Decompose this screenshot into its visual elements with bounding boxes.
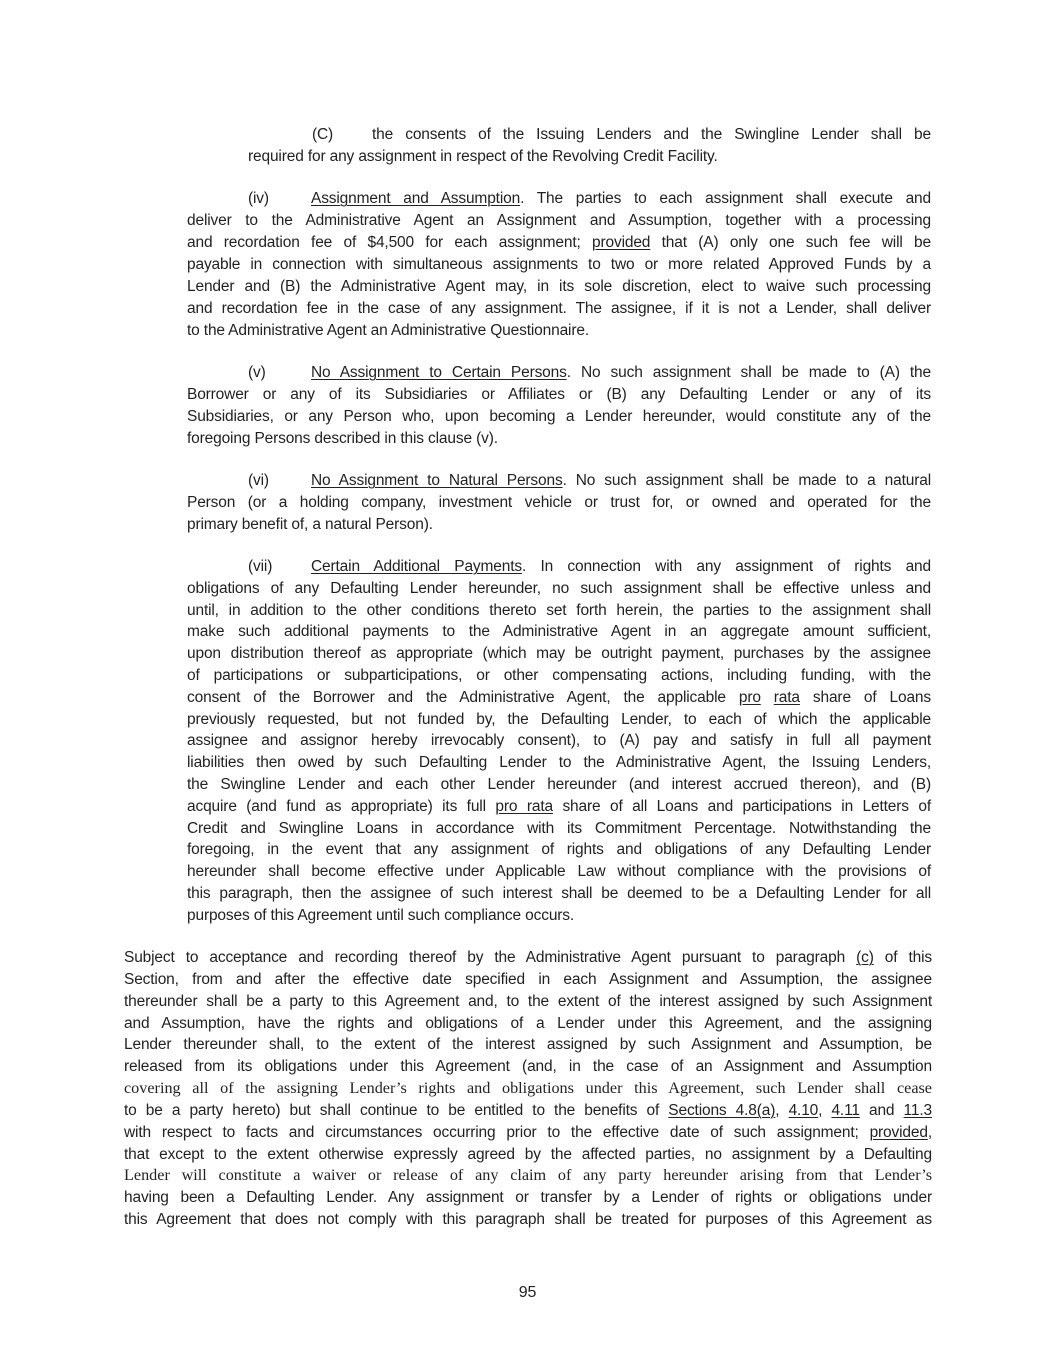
text-line — [187, 470, 931, 492]
text-run: payable in connection with simultaneous assignments to two or more related Approved Funds by a — [187, 256, 931, 273]
clause-label: (vii) — [248, 558, 273, 575]
text-run: and Assumption, have the rights and obligations of a Lender under this Agreement, and the assigning — [124, 1014, 932, 1032]
text-run: to be a party hereto) but shall continue to be entitled to the benefits of — [124, 1101, 669, 1119]
text-line — [187, 428, 931, 450]
clause-vii-paragraph — [187, 556, 931, 927]
underlined-term: 4.10 — [788, 1101, 819, 1119]
underlined-term: pro rata — [495, 797, 553, 815]
text-line — [187, 621, 931, 643]
text-run: share of Loans — [799, 688, 931, 706]
text-line — [124, 1187, 932, 1209]
text-line — [187, 818, 931, 840]
text-run: acquire (and fund as appropriate) its full — [187, 797, 496, 815]
text-line — [187, 643, 931, 665]
text-line — [187, 362, 931, 384]
text-line — [124, 1144, 932, 1166]
text-line — [187, 883, 931, 905]
text-line — [187, 687, 931, 709]
text-run: hereunder shall become effective under Applicable Law without compliance with the provisions of — [187, 863, 931, 881]
underlined-term: Assignment and Assumption — [311, 190, 521, 207]
text-line — [187, 905, 931, 927]
text-run: this Agreement that does not comply with this paragraph shall be treated for purposes of this Agreement as — [124, 1211, 932, 1229]
text-run: of this — [873, 949, 932, 966]
text-line — [187, 514, 931, 536]
underlined-term: rata — [773, 688, 800, 706]
text-run: Person (or a holding company, investment vehicle or trust for, or owned and operated for the — [187, 494, 931, 511]
underlined-term: provided — [869, 1123, 928, 1141]
text-run: primary benefit of, a natural Person). — [187, 516, 433, 533]
text-run: thereunder shall be a party to this Agreement and, to the extent of the interest assigned by such Assignment — [124, 992, 932, 1010]
text-line — [124, 1056, 932, 1078]
text-run: Borrower or any of its Subsidiaries or Affiliates or (B) any Defaulting Lender or any of its — [187, 386, 931, 403]
text-run: upon distribution thereof as appropriate (which may be outright payment, purchases by the assignee — [187, 645, 931, 663]
text-line — [248, 146, 931, 168]
text-run: released from its obligations under this Agreement (and, in the case of an Assignment and Assumption — [124, 1058, 932, 1076]
text-line — [187, 600, 931, 622]
underlined-term: pro — [738, 688, 761, 706]
text-run: and — [859, 1101, 904, 1119]
text-run: Lender will constitute a waiver or release of any claim of any party hereunder arising from that Lender’s — [124, 1166, 932, 1185]
text-run: assignee and assignor hereby irrevocably consent), to (A) pay and satisfy in full all payment — [187, 732, 931, 750]
clause-label: (v) — [248, 364, 266, 381]
text-run — [761, 689, 774, 706]
text-line — [248, 124, 931, 146]
text-run: deliver to the Administrative Agent an Assignment and Assumption, together with a processing — [187, 212, 931, 229]
text-run: the consents of the Issuing Lenders and the Swingline Lender shall be — [372, 126, 931, 143]
text-line — [124, 1165, 932, 1187]
text-line — [124, 991, 932, 1013]
text-line — [187, 406, 931, 428]
text-line — [187, 709, 931, 731]
text-line — [187, 556, 931, 578]
text-line — [124, 1100, 932, 1122]
underlined-term: provided — [592, 234, 651, 251]
clause-label: (C) — [312, 126, 334, 143]
text-line — [124, 1209, 932, 1231]
text-run: , — [818, 1101, 832, 1119]
text-run: foregoing Persons described in this clause (v). — [187, 430, 498, 447]
text-run: this paragraph, then the assignee of such interest shall be deemed to be a Defaulting Lender for all — [187, 884, 931, 902]
text-line — [187, 188, 931, 210]
text-run: liabilities then owed by such Defaulting Lender to the Administrative Agent, the Issuing Lenders, — [187, 754, 931, 772]
text-line — [187, 298, 931, 320]
text-run: having been a Defaulting Lender. Any assignment or transfer by a Lender of rights or obligations under — [124, 1189, 932, 1207]
text-run: consent of the Borrower and the Administrative Agent, the applicable — [187, 688, 739, 706]
text-run: share of all Loans and participations in Letters of — [552, 797, 931, 815]
clause-v-paragraph — [187, 362, 931, 450]
body-paragraph — [124, 947, 932, 1231]
text-line — [124, 1034, 932, 1056]
text-run: with respect to facts and circumstances occurring prior to the effective date of such assignment; — [124, 1123, 870, 1141]
text-run: that except to the extent otherwise expressly agreed by the affected parties, no assignment by a Defaulting — [124, 1145, 932, 1163]
text-run: , — [927, 1123, 932, 1141]
clause-label: (iv) — [248, 190, 269, 207]
text-run: Section, from and after the effective date specified in each Assignment and Assumption, the assignee — [124, 970, 932, 988]
text-run: to the Administrative Agent an Administrative Questionnaire. — [187, 322, 589, 339]
text-line — [187, 232, 931, 254]
text-run: make such additional payments to the Administrative Agent in an aggregate amount sufficient, — [187, 623, 931, 641]
text-line — [187, 752, 931, 774]
underlined-term: No Assignment to Natural Persons — [311, 472, 563, 489]
text-run: Subsidiaries, or any Person who, upon becoming a Lender hereunder, would constitute any of the — [187, 408, 931, 425]
text-run: Credit and Swingline Loans in accordance with its Commitment Percentage. Notwithstanding the — [187, 819, 931, 837]
text-line — [124, 1078, 932, 1100]
text-line — [187, 796, 931, 818]
underlined-term: Sections 4.8(a) — [668, 1101, 776, 1119]
text-run: obligations of any Defaulting Lender hereunder, no such assignment shall be effective unless and — [187, 579, 931, 597]
text-line — [124, 969, 932, 991]
text-line — [187, 210, 931, 232]
text-line — [187, 774, 931, 796]
underlined-term: (c) — [856, 949, 874, 966]
text-line — [187, 861, 931, 883]
text-line — [187, 665, 931, 687]
text-line — [187, 730, 931, 752]
text-run: the Swingline Lender and each other Lender hereunder (and interest accrued thereon), and (B) — [187, 775, 931, 793]
text-run: of participations or subparticipations, or other compensating actions, including funding, with the — [187, 666, 931, 684]
underlined-term: Certain Additional Payments — [311, 558, 522, 575]
clause-label: (vi) — [248, 472, 269, 489]
text-line — [124, 947, 932, 969]
text-line — [187, 384, 931, 406]
text-line — [187, 839, 931, 861]
text-run: required for any assignment in respect of the Revolving Credit Facility. — [248, 148, 718, 165]
text-run: until, in addition to the other conditions thereto set forth herein, the parties to the assignment shall — [187, 601, 931, 619]
clause-c-paragraph — [248, 124, 931, 168]
text-run: and recordation fee in the case of any assignment. The assignee, if it is not a Lender, shall deliver — [187, 300, 931, 317]
text-run: . No such assignment shall be made to a natural — [562, 472, 931, 489]
text-line — [187, 578, 931, 600]
text-line — [124, 1013, 932, 1035]
text-run: Lender and (B) the Administrative Agent may, in its sole discretion, elect to waive such processing — [187, 278, 931, 295]
underlined-term: 4.11 — [831, 1101, 860, 1119]
text-run: that (A) only one such fee will be — [650, 234, 931, 251]
text-run: . The parties to each assignment shall execute and — [520, 190, 931, 207]
text-run: foregoing, in the event that any assignment of rights and obligations of any Defaulting Lender — [187, 841, 931, 859]
text-run: and recordation fee of $4,500 for each assignment; — [187, 234, 593, 251]
text-run: , — [775, 1101, 789, 1119]
underlined-term: 11.3 — [903, 1101, 932, 1119]
text-run: covering all of the assigning Lender’s rights and obligations under this Agreement, such Lender shall cease — [124, 1079, 932, 1098]
text-run: purposes of this Agreement until such compliance occurs. — [187, 906, 575, 924]
text-run: previously requested, but not funded by, the Defaulting Lender, to each of which the applicable — [187, 710, 931, 728]
clause-iv-paragraph — [187, 188, 931, 342]
text-run: . In connection with any assignment of rights and — [521, 558, 931, 575]
text-run: Lender thereunder shall, to the extent of the interest assigned by such Assignment and Assumption, be — [124, 1036, 932, 1054]
text-run: . No such assignment shall be made to (A) the — [566, 364, 931, 381]
text-line — [124, 1122, 932, 1144]
text-run: Subject to acceptance and recording thereof by the Administrative Agent pursuant to paragraph — [124, 949, 857, 966]
page-number: 95 — [518, 1284, 537, 1301]
text-line — [187, 320, 931, 342]
underlined-term: No Assignment to Certain Persons — [311, 364, 567, 381]
text-line — [187, 254, 931, 276]
clause-vi-paragraph — [187, 470, 931, 536]
text-line — [187, 492, 931, 514]
text-line — [187, 276, 931, 298]
